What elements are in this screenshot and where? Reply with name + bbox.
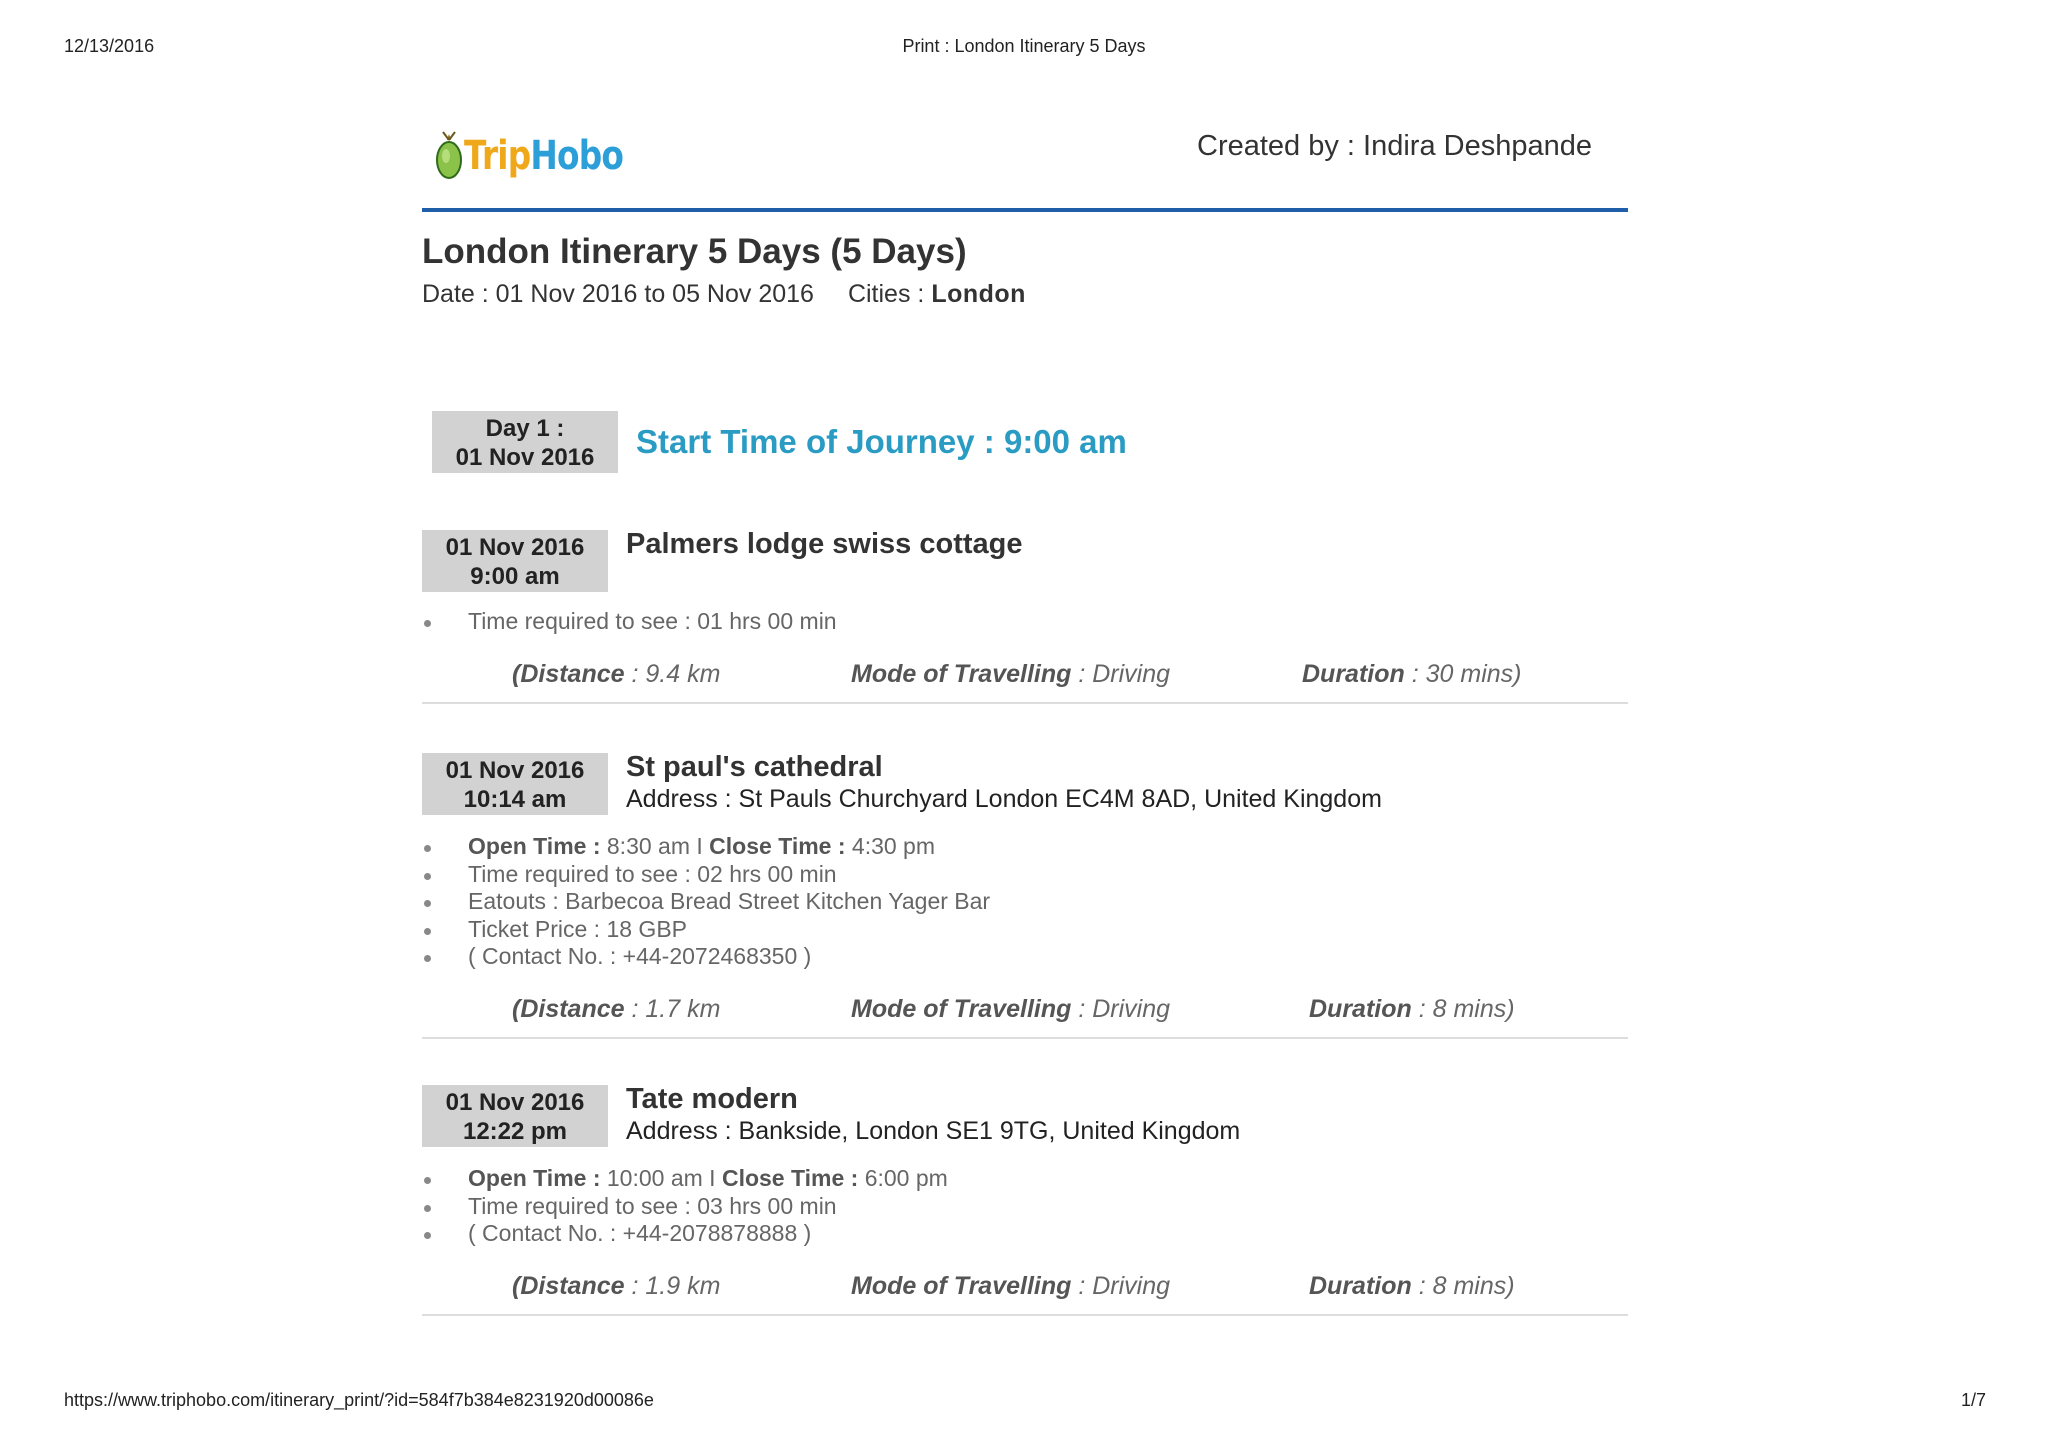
stop-time: 12:22 pm [462,1118,568,1145]
stop-details [422,1165,1628,1248]
close-label: Close Time : [721,1165,859,1191]
date-label: Date : [422,280,496,308]
logo-trip-text: Trip [464,133,531,179]
mode-value: : Driving [1071,1271,1171,1300]
ticket-price: Ticket Price : 18 GBP [422,916,1628,944]
duration-label: Duration [1302,659,1405,688]
travel-mode [851,995,1170,1024]
day-label: Day 1 : [485,415,565,442]
brand-header [422,120,1628,212]
stop-datetime-badge [422,530,608,592]
itinerary-title: London Itinerary 5 Days (5 Days) [422,232,967,271]
close-value: 4:30 pm [845,833,936,859]
close-value: 6:00 pm [858,1165,948,1191]
travel-duration [1302,660,1521,689]
print-title: Print : London Itinerary 5 Days [902,36,1146,56]
distance-value: : 9.4 km [624,659,721,688]
day-badge [432,411,618,473]
open-label: Open Time : [468,833,601,859]
stop-datetime-badge [422,1085,608,1147]
travel-distance [512,995,720,1024]
distance-label: (Distance [512,994,625,1023]
time-required: Time required to see : 02 hrs 00 min [422,861,1628,889]
stop-item [422,530,1628,704]
open-label: Open Time : [468,1165,601,1191]
stop-date: 01 Nov 2016 [445,757,585,784]
stop-address: Address : St Pauls Churchyard London EC4M 8AD, United Kingdom [626,785,1382,813]
stop-address: Address : Bankside, London SE1 9TG, United Kingdom [626,1117,1241,1145]
stop-details [422,608,1628,636]
contact-number: ( Contact No. : +44-2078878888 ) [422,1220,1628,1248]
distance-value: : 1.7 km [624,994,721,1023]
day-date: 01 Nov 2016 [455,444,595,471]
stop-time: 10:14 am [463,786,567,813]
travel-mode [851,1272,1170,1301]
eatouts: Eatouts : Barbecoa Bread Street Kitchen Yager Bar [422,888,1628,916]
stop-time: 9:00 am [470,563,560,590]
logo-wordmark [464,130,623,182]
travel-distance [512,1272,720,1301]
stop-name: St paul's cathedral [626,751,883,783]
stop-name: Tate modern [626,1083,798,1115]
time-required: Time required to see : 03 hrs 00 min [422,1193,1628,1221]
travel-duration [1309,1272,1515,1301]
duration-value: : 30 mins) [1404,659,1522,688]
travel-duration [1309,995,1515,1024]
stop-date: 01 Nov 2016 [445,1089,585,1116]
stop-date: 01 Nov 2016 [445,534,585,561]
created-by: Created by : Indira Deshpande [1197,130,1592,162]
mode-label: Mode of Travelling [851,659,1072,688]
distance-value: : 1.9 km [624,1271,721,1300]
journey-start-time: Start Time of Journey : 9:00 am [636,423,1127,460]
contact-number: ( Contact No. : +44-2072468350 ) [422,943,1628,971]
close-label: Close Time : [709,833,846,859]
travel-info [422,1262,1628,1316]
stop-name: Palmers lodge swiss cottage [626,528,1023,560]
itinerary-document [422,120,1628,1300]
date-range: 01 Nov 2016 to 05 Nov 2016 [495,280,814,308]
travel-info [422,985,1628,1039]
logo-hobo-text: Hobo [530,133,624,179]
distance-label: (Distance [512,659,625,688]
mode-label: Mode of Travelling [851,1271,1072,1300]
travel-info [422,650,1628,704]
time-required: Time required to see : 01 hrs 00 min [422,608,1628,636]
cities-value: London [931,280,1026,308]
open-value: 8:30 am I [600,833,710,859]
day-header [432,411,1127,473]
mode-value: : Driving [1071,659,1171,688]
page-number: 1/7 [1960,1390,1986,1410]
stop-datetime-badge [422,753,608,815]
mode-value: : Driving [1071,994,1171,1023]
travel-mode [851,660,1170,689]
opening-hours [422,833,1628,861]
travel-distance [512,660,720,689]
stop-item [422,753,1628,1039]
opening-hours [422,1165,1628,1193]
duration-label: Duration [1309,1271,1412,1300]
duration-value: : 8 mins) [1411,1271,1515,1300]
stop-details [422,833,1628,971]
triphobo-logo [434,130,658,182]
print-date: 12/13/2016 [64,36,155,56]
itinerary-meta [422,280,1628,309]
stop-item [422,1085,1628,1316]
travel-bag-icon [434,130,464,182]
duration-value: : 8 mins) [1411,994,1515,1023]
print-url: https://www.triphobo.com/itinerary_print/?id=584f7b384e8231920d00086e [64,1390,654,1410]
duration-label: Duration [1309,994,1412,1023]
distance-label: (Distance [512,1271,625,1300]
cities-label: Cities : [847,280,932,308]
open-value: 10:00 am I [600,1165,722,1191]
mode-label: Mode of Travelling [851,994,1072,1023]
